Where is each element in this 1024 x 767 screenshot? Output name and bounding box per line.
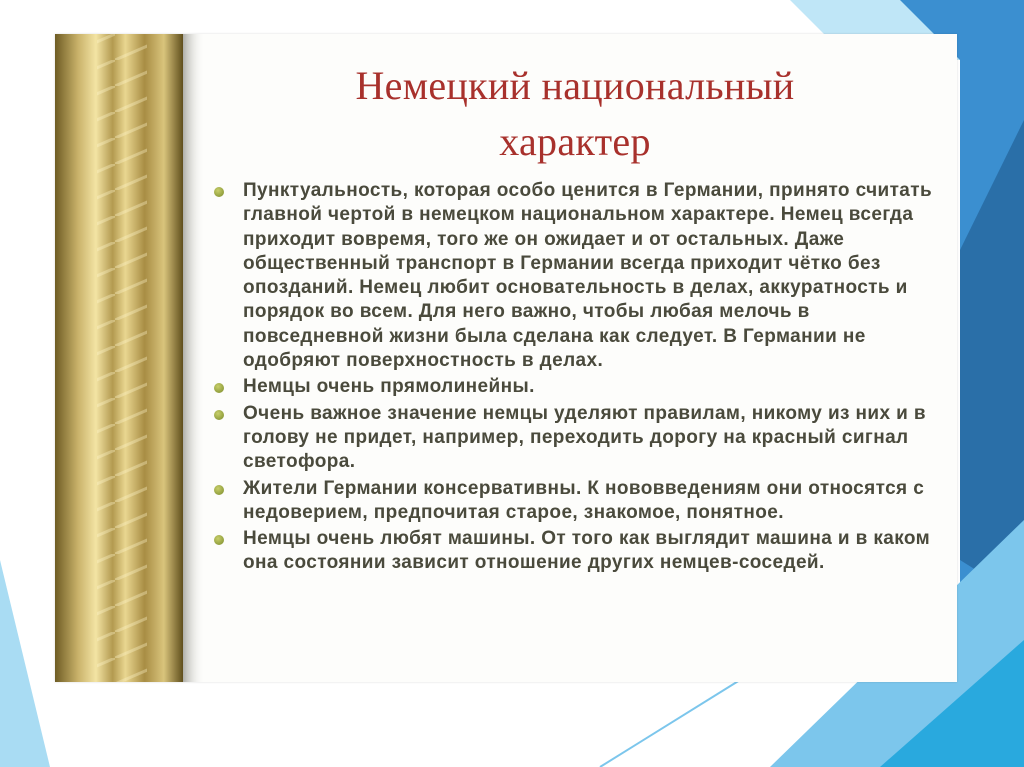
slide-card (55, 34, 957, 682)
bullet-dot-icon (214, 485, 224, 495)
slide-title (295, 58, 855, 170)
bullet-text: Немцы очень любят машины. От того как выглядит машина и в каком она состоянии зависит отношение других немцев-соседей. (243, 528, 931, 574)
bullet-item-punctuality (210, 179, 940, 373)
bullet-text: Пунктуальность, которая особо ценится в Германии, принято считать главной чертой в немецком национальном характере. Немец всегда приходит вовремя, того же он ожидает и от остальных. Даже общественный транспорт в Германии всегда приходит чётко без опозданий. Немец любит основательность в делах, аккуратность и порядок во всем. Для него важно, чтобы любая мелочь в повседневной жизни была сделана как следует. В Германии не одобряют поверхностность в делах. (243, 180, 933, 372)
bullet-dot-icon (214, 383, 224, 393)
bullet-text: Очень важное значение немцы уделяют правилам, никому из них и в голову не придет, например, переходить дорогу на красный сигнал светофора. (243, 402, 926, 473)
bg-light-blue-left (0, 560, 50, 767)
bullet-item-rules (210, 402, 940, 475)
bullet-dot-icon (214, 535, 224, 545)
bullet-item-directness (210, 375, 940, 399)
bullet-text: Немцы очень прямолинейны. (243, 376, 535, 398)
bullet-dot-icon (214, 410, 224, 420)
title-line-2: характер (499, 119, 651, 164)
bullet-text: Жители Германии консервативны. К нововведениям они относятся с недоверием, предпочитая старое, знакомое, понятное. (243, 477, 925, 523)
bg-thin-line (600, 680, 740, 767)
bullet-dot-icon (214, 187, 224, 197)
gold-column-decoration (55, 34, 205, 682)
bullet-list (210, 179, 940, 578)
title-line-1: Немецкий национальный (355, 63, 795, 108)
bullet-item-cars (210, 527, 940, 576)
bullet-item-conservative (210, 477, 940, 526)
